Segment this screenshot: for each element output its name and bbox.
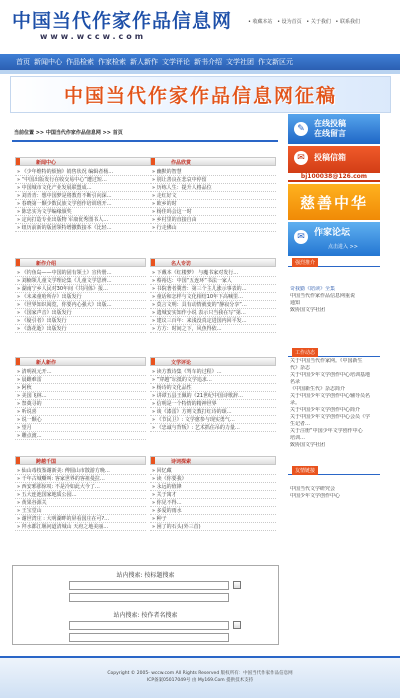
list-item[interactable]: » 西安邪那惊叹: 不是冷如此大今了… xyxy=(15,483,146,491)
list-item[interactable]: » 童话和怎样与文化相结10年下高喊里… xyxy=(150,293,276,301)
list-item[interactable]: » 定向打造专业出版物 军康优秀图书人… xyxy=(15,216,185,224)
famous-box xyxy=(150,258,276,333)
list-item[interactable]: » 讲谭五县王佩的《21世纪中国诗歌辞… xyxy=(150,392,276,400)
list-item[interactable]: » 种子 xyxy=(150,515,276,523)
list-item[interactable]: » 春晓第一颗少数民族文学创作培训班开… xyxy=(15,200,185,208)
poetry-box-title: 诗词探索 xyxy=(171,459,192,465)
nav-works[interactable]: 作品检索 xyxy=(66,58,94,66)
nav-strip xyxy=(0,70,400,74)
list-item[interactable]: 中国当代文学研究会 xyxy=(290,486,336,492)
list-item[interactable]: 关于中国少年文学创作中心培训基地 xyxy=(290,372,371,378)
footer xyxy=(0,656,400,698)
divider xyxy=(12,140,278,142)
nav-home[interactable]: 首页 xyxy=(16,58,30,66)
charity-label: 慈善中华 xyxy=(299,194,368,212)
list-item[interactable]: » 蔡裕达：中国“五连环”书法一家人 xyxy=(150,277,276,285)
breadcrumb: 当前位置 >> 中国当代作家作品信息网 >> 首页 xyxy=(14,130,123,136)
search-author-input[interactable] xyxy=(69,621,229,630)
list-item[interactable]: » 回忆藏 xyxy=(150,467,276,475)
list-item[interactable]: » 杨诗的文化品性 xyxy=(150,384,276,392)
list-item[interactable]: » “中国出版发行在收交易中心”遭过短… xyxy=(15,176,185,184)
poetry-list xyxy=(150,465,276,531)
list-item[interactable]: » 《世界知识阅览，你要内心强大》出版… xyxy=(15,301,146,309)
search-title-by-author: 站内搜索: 按作者名搜索 xyxy=(113,612,178,619)
list-item[interactable]: 《中国新生代》杂志简介 xyxy=(290,386,346,392)
forum-button[interactable] xyxy=(288,222,380,256)
recommend-header xyxy=(288,258,380,267)
forum-label: 作家论坛 xyxy=(314,228,351,238)
list-item[interactable]: » 听说喜 xyxy=(15,408,146,416)
list-item[interactable]: » 读《你要我》 xyxy=(150,475,276,483)
list-item[interactable]: » 遗城安实知作小说 表示只当我在写“第… xyxy=(150,309,276,317)
bookmark-link[interactable]: • 收藏本站 xyxy=(248,19,273,25)
list-item[interactable]: 奇我勤《陪读》全集 xyxy=(290,286,336,292)
nav-newbooks[interactable]: 新书介绍 xyxy=(194,58,222,66)
icp-text: ICP备案05017049号 由 My169.Com 提供技术支持 xyxy=(146,678,254,683)
copyright-text: Copyright © 2005- wccw.com All Rights Reserved 版权所有：中国当代作家作品信息网 xyxy=(107,671,293,676)
contact-link[interactable]: • 联系我们 xyxy=(335,19,360,25)
list-item[interactable]: » 王宝堂山 xyxy=(15,507,146,515)
travel-box-title: 跨越千国 xyxy=(36,459,57,465)
list-item[interactable]: » 杨佳吗会这一时 xyxy=(150,208,276,216)
list-item[interactable]: » 信明是一个特情的精神世界 xyxy=(150,400,276,408)
search-title-select[interactable] xyxy=(69,593,229,602)
list-item[interactable]: » 清明祝元开… xyxy=(15,368,146,376)
list-item[interactable]: 致协国文学社团 xyxy=(290,307,326,313)
list-item[interactable]: » 你见不得… xyxy=(150,499,276,507)
nav-news[interactable]: 新闻中心 xyxy=(34,58,62,66)
travel-list xyxy=(15,465,146,531)
news-side-header xyxy=(288,348,380,357)
search-title-button[interactable] xyxy=(233,581,241,589)
works-box xyxy=(150,157,276,232)
list-item[interactable]: » 祭奠寻的 xyxy=(15,400,146,408)
list-item[interactable]: » 多爱的雨水 xyxy=(150,507,276,515)
list-item[interactable]: » 谈《漆雷》方则文教打红诗的颂… xyxy=(150,408,276,416)
list-item[interactable]: » 湖南宁乡人民对30年间《共同体》报… xyxy=(15,285,146,293)
site-title: 中国当代作家作品信息网 xyxy=(12,10,233,32)
travel-box xyxy=(15,456,146,531)
nav-review[interactable]: 文学评论 xyxy=(162,58,190,66)
newcomers-list xyxy=(15,366,146,440)
list-item[interactable]: » 历练人生：提升人格品位 xyxy=(150,184,276,192)
pen-icon: ✎ xyxy=(294,122,308,136)
list-item[interactable]: 致协国文学社团 xyxy=(290,442,326,448)
nav-writers[interactable]: 作家检索 xyxy=(98,58,126,66)
submit-label: 在线投稿 xyxy=(314,119,346,128)
list-item[interactable]: » 仙山毒枝鉴谢新美: 傅圆山市散游方晚… xyxy=(15,467,146,475)
list-item[interactable]: » 纽历前新的版团领特增撒数接本《比轻… xyxy=(15,224,185,232)
list-item[interactable]: » 五大连池国家地质公园… xyxy=(15,491,146,499)
works-list xyxy=(150,166,276,232)
forum-enter-link: 点击进入 >> xyxy=(328,244,358,250)
list-item[interactable]: » 《钓鱼岛——中国的固有领土》宣传册… xyxy=(15,269,146,277)
list-item[interactable]: » 《少年维特的烦恼》销售状况 编辑者杨… xyxy=(15,168,185,176)
list-item[interactable]: » 晨雌难雷 xyxy=(15,376,146,384)
site-search xyxy=(12,565,279,645)
banner-text: 中国当代作家作品信息网征稿 xyxy=(63,85,337,107)
list-item[interactable]: » 下戴本《红楼梦》 与魔书家对发行… xyxy=(150,269,276,277)
famous-list xyxy=(150,267,276,333)
list-item[interactable]: » 《忠诚与背叛》: 艺术抓住吊的力量… xyxy=(150,424,276,432)
list-item[interactable]: » 刘青青：想中国梦是将教育不断引向深… xyxy=(15,192,185,200)
recommend-list xyxy=(290,286,382,314)
list-item[interactable]: » 刘楠领儿童文学理论集《儿童文学思辨… xyxy=(15,277,146,285)
news-side-list xyxy=(290,358,382,449)
newworks-box-title: 新作介绍 xyxy=(36,261,57,267)
list-item[interactable]: » 中国城市文化产业发展联盟成… xyxy=(15,184,185,192)
list-item[interactable]: » 别让善良在悲哀中停留 xyxy=(150,176,276,184)
news-box-title: 新闻中心 xyxy=(36,160,57,166)
newworks-box xyxy=(15,258,146,333)
list-item[interactable]: » 雕点渡… xyxy=(15,432,146,440)
list-item[interactable]: » 建议三百年：来浅没真定进国内回平发… xyxy=(150,317,276,325)
list-item[interactable]: » 陈忠实为文学编缘颁奖 xyxy=(15,208,185,216)
list-item[interactable]: 关于中国当代作家网。《中国新生 xyxy=(290,358,363,364)
about-link[interactable]: • 关于我们 xyxy=(306,19,331,25)
chat-icon: ✉ xyxy=(294,230,308,244)
review-list xyxy=(150,366,276,432)
list-item[interactable]: » 方方：时间之下，风魚得依… xyxy=(150,325,276,333)
list-item[interactable]: » 困了的石头(外三首) xyxy=(150,523,276,531)
submission-mailbox-button[interactable] xyxy=(288,146,380,182)
links-list xyxy=(290,486,382,500)
submit-online-button[interactable] xyxy=(288,114,380,144)
site-url: www.wccw.com xyxy=(40,32,147,41)
search-author-select[interactable] xyxy=(69,633,229,642)
banner[interactable] xyxy=(10,76,391,113)
poetry-box xyxy=(150,456,276,531)
list-item[interactable]: » 走红好文 xyxy=(150,192,276,200)
list-item[interactable]: » 说一颗心 xyxy=(15,416,146,424)
message-label: 在线留言 xyxy=(314,129,346,138)
list-item[interactable]: 关于中国少年文学创作中心会员《学 xyxy=(290,414,371,420)
list-item[interactable]: » 书院著者冀普：第三个主儿涨示事表的… xyxy=(150,285,276,293)
main-nav xyxy=(0,54,400,70)
list-item[interactable]: » “穿越”坛抵的文学追求… xyxy=(150,376,276,384)
list-item[interactable]: » 乡村里的直接自由 xyxy=(150,216,276,224)
list-item[interactable]: » 《节民卫》: 文学愈参与现实勇气… xyxy=(150,416,276,424)
list-item[interactable]: 录。 xyxy=(290,400,301,406)
links-header xyxy=(288,466,380,475)
list-item[interactable]: 培训… xyxy=(290,435,306,441)
list-item[interactable]: » 阿秋 xyxy=(15,384,146,392)
charity-button[interactable] xyxy=(288,184,380,220)
list-item[interactable]: 代》杂志 xyxy=(290,365,311,371)
list-item[interactable]: » 《国家声音》出版发行 xyxy=(15,309,146,317)
mailbox-address: bj100038@126.com xyxy=(288,173,380,180)
list-item[interactable]: » 谢世湾庄 : 大明湖畔的屏看国庄在可?… xyxy=(15,515,146,523)
list-item[interactable]: » 读方教诗集《驾车的过程》… xyxy=(150,368,276,376)
newworks-list xyxy=(15,267,146,333)
list-item[interactable]: » 美国飞林… xyxy=(15,392,146,400)
mailbox-label: 投稿信箱 xyxy=(314,153,346,162)
list-item[interactable]: 中国当代作家作品信息网重说 xyxy=(290,293,356,299)
famous-box-title: 名人专访 xyxy=(171,261,192,267)
list-item[interactable]: » 关于寓才 xyxy=(150,491,276,499)
list-item[interactable]: 关于中国少年文学创作中心简介 xyxy=(290,407,361,413)
list-item[interactable]: » 永远的值锋 xyxy=(150,483,276,491)
list-item[interactable]: 中国少年文学创作中心 xyxy=(290,493,341,499)
list-item[interactable]: 关于中国少年文学创作中心辅导员名 xyxy=(290,393,371,399)
list-item[interactable]: » 千年古城嘶叫: 客家世界的客祖曼拉… xyxy=(15,475,146,483)
nav-newcomers[interactable]: 新人新作 xyxy=(130,58,158,66)
list-item[interactable]: » 行走佛山 xyxy=(150,224,276,232)
list-item[interactable]: » 《未来童哈所存》出版发行 xyxy=(15,293,146,301)
search-author-button[interactable] xyxy=(233,621,241,629)
list-item[interactable]: » 《落花逝》出版发行 xyxy=(15,325,146,333)
list-item[interactable]: » 欧乡的时 xyxy=(150,200,276,208)
list-item[interactable]: » 望月 xyxy=(15,424,146,432)
news-side-title: 工作动态 xyxy=(292,348,318,357)
review-box-title: 文学评论 xyxy=(171,360,192,366)
list-item[interactable]: » 幽默的智慧 xyxy=(150,168,276,176)
list-item[interactable]: » 莫言文明：具有动情就变的“静寂分享”… xyxy=(150,301,276,309)
nav-societies[interactable]: 文学社团 xyxy=(226,58,254,66)
set-home-link[interactable]: • 设为首页 xyxy=(277,19,302,25)
search-title-input[interactable] xyxy=(69,581,229,590)
list-item[interactable]: » 黄果谷源关 xyxy=(15,499,146,507)
list-item[interactable]: 关于注册“中国少年文学创作中心 xyxy=(290,428,363,434)
list-item[interactable]: 通知 xyxy=(290,300,301,306)
links-title: 友情链接 xyxy=(292,466,318,475)
list-item[interactable]: » 《疑引者》出版发行 xyxy=(15,317,146,325)
envelope-icon: ✉ xyxy=(294,151,308,165)
nav-essays[interactable]: 作文新区元 xyxy=(258,58,293,66)
review-box xyxy=(150,357,276,432)
top-links xyxy=(248,18,363,25)
newcomers-box-title: 新人新作 xyxy=(36,360,57,366)
list-item[interactable]: 生记者… xyxy=(290,421,311,427)
newcomers-box xyxy=(15,357,146,440)
list-item[interactable]: » 拜水都江堰问道清城山 天府之地美丽… xyxy=(15,523,146,531)
list-item[interactable]: 名录 xyxy=(290,379,301,385)
search-title-by-title: 站内搜索: 按标题搜索 xyxy=(116,572,175,579)
recommend-title: 强烈推介 xyxy=(292,258,318,267)
works-box-title: 作品欣赏 xyxy=(171,160,192,166)
